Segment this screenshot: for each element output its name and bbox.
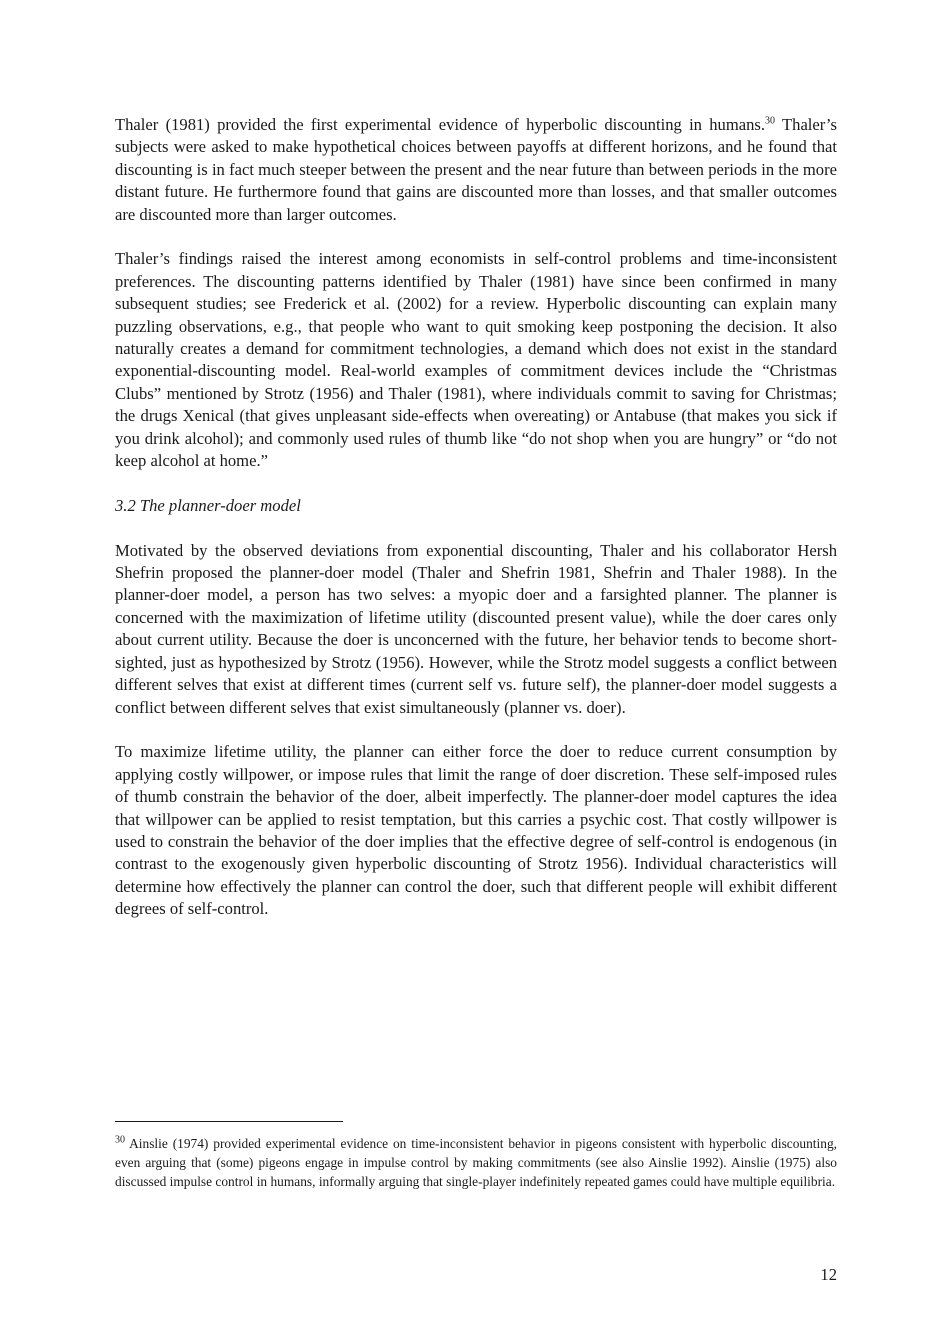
paragraph-3: Motivated by the observed deviations from exponential discounting, Thaler and his collaborator Hersh Shefrin proposed the planner-doer model (Thaler and Shefrin 1981, Shefrin and Thaler 1988). In the planner-doer model, a person has two selves: a myopic doer and a farsighted planner. The planner is concerned with the maximization of lifetime utility (discounted present value), while the doer cares only about current utility. Because the doer is unconcerned with the future, her behavior tends to become short-sighted, just as hypothesized by Strotz (1956). However, while the Strotz model suggests a conflict between different selves that exist at different times (current self vs. future self), the planner-doer model suggests a conflict between different selves that exist simultaneously (planner vs. doer).	[115, 540, 837, 717]
paragraph-1-text-a: Thaler (1981) provided the first experimental evidence of hyperbolic discounting in humans.	[115, 115, 766, 134]
footnote	[115, 1134, 837, 1191]
paragraph-2: Thaler’s findings raised the interest among economists in self-control problems and time-inconsistent preferences. The discounting patterns identified by Thaler (1981) have since been confirmed in many subsequent studies; see Frederick et al. (2002) for a review. Hyperbolic discounting can explain many puzzling observations, e.g., that people who want to quit smoking keep postponing the decision. It also naturally creates a demand for commitment technologies, a demand which does not exist in the standard exponential-discounting model. Real-world examples of commitment devices include the “Christmas Clubs” mentioned by Strotz (1956) and Thaler (1981), where individuals commit to saving for Christmas; the drugs Xenical (that gives unpleasant side-effects when overeating) or Antabuse (that makes you sick if you drink alcohol); and commonly used rules of thumb like “do not shop when you are hungry” or “do not keep alcohol at home.”	[115, 249, 837, 471]
page-number: 12	[820, 1265, 837, 1284]
paragraph-1	[115, 114, 837, 226]
footnote-text: Ainslie (1974) provided experimental evidence on time-inconsistent behavior in pigeons consistent with hyperbolic discounting, even arguing that (some) pigeons engage in impulse control by making commitments (see also Ainslie 1992). Ainslie (1975) also discussed impulse control in humans, informally arguing that single-player indefinitely repeated games could have multiple equilibria.	[115, 1136, 837, 1189]
footnote-number: 30	[115, 1134, 125, 1146]
footnote-divider	[115, 1121, 343, 1122]
footnote-reference[interactable]: 30	[765, 115, 776, 127]
body-text	[115, 114, 837, 943]
paragraph-1-text-b: Thaler’s subjects were asked to make hypothetical choices between payoffs at different horizons, and he found that discounting is in fact much steeper between the present and the near future than between periods in the more distant future. He furthermore found that gains are discounted more than losses, and that smaller outcomes are discounted more than larger outcomes.	[115, 115, 837, 224]
paragraph-4: To maximize lifetime utility, the planner can either force the doer to reduce current consumption by applying costly willpower, or impose rules that limit the range of doer discretion. These self-imposed rules of thumb constrain the behavior of the doer, albeit imperfectly. The planner-doer model captures the idea that willpower can be applied to resist temptation, but this carries a psychic cost. That costly willpower is used to constrain the behavior of the doer implies that the effective degree of self-control is endogenous (in contrast to the exogenously given hyperbolic discounting of Strotz 1956). Individual characteristics will determine how effectively the planner can control the doer, such that different people will exhibit different degrees of self-control.	[115, 742, 837, 919]
section-heading: 3.2 The planner-doer model	[115, 495, 301, 515]
